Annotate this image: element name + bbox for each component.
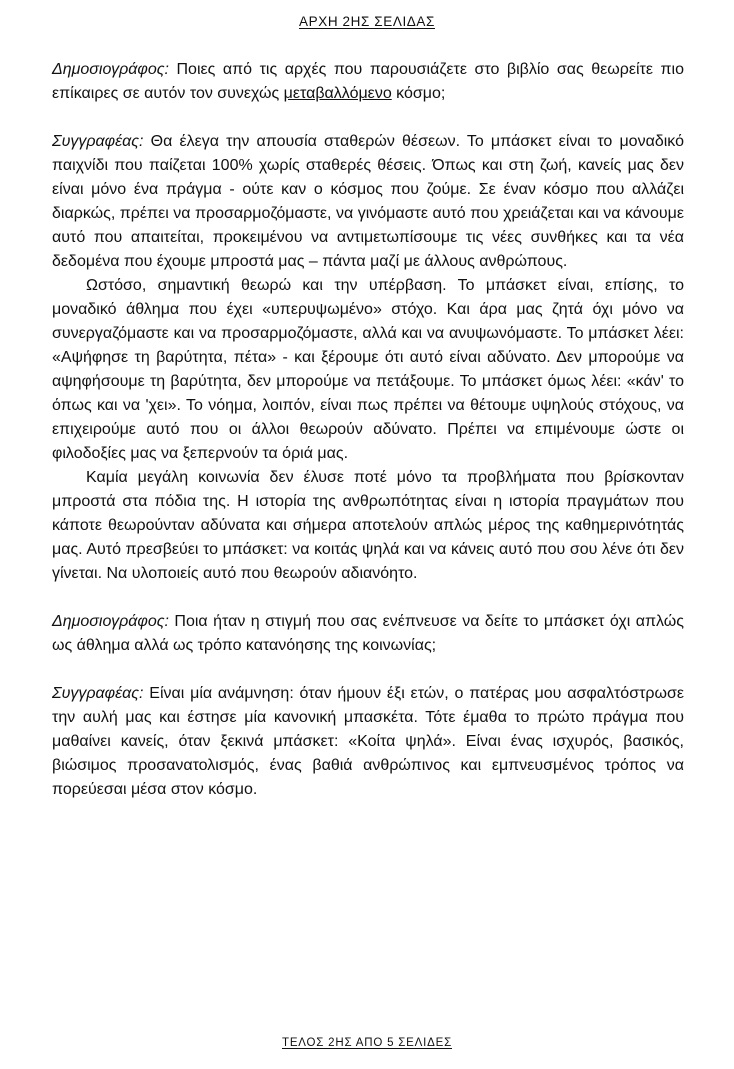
answer-2 — [52, 682, 684, 802]
answer-2-text: Είναι μία ανάμνηση: όταν ήμουν έξι ετών, ο πατέρας μου ασφαλτόστρωσε την αυλή μας και έστησε μία κανονική μπασκέτα. Τότε έμαθα το πρώτο πράγμα που μαθαίνει κανείς, όταν ξεκινά μπάσκετ: «Κοίτα ψηλά». Είναι ένας ισχυρός, βασικός, βιώσιμος προσανατολισμός, ένας βαθιά ανθρώπινος και εμπνευσμένος τρόπος να πορεύεσαι μέσα στον κόσμο. — [52, 685, 684, 798]
speaker-author: Συγγραφέας: — [52, 133, 144, 150]
question-1-text: Ποιες από τις αρχές που παρουσιάζετε στο βιβλίο σας θεωρείτε πιο επίκαιρες σε αυτόν τον συνεχώς — [52, 61, 684, 102]
speaker-journalist: Δημοσιογράφος: — [52, 61, 169, 78]
answer-1-paragraph-1 — [52, 130, 684, 274]
speaker-author: Συγγραφέας: — [52, 685, 144, 702]
question-1 — [52, 58, 684, 106]
question-1-text-end: κόσμο; — [391, 85, 446, 102]
page-header: ΑΡΧΗ 2ΗΣ ΣΕΛΙΔΑΣ — [299, 14, 435, 29]
speaker-journalist: Δημοσιογράφος: — [52, 613, 169, 630]
question-2 — [52, 610, 684, 658]
interview-body — [52, 58, 684, 802]
page-footer: ΤΕΛΟΣ 2ΗΣ ΑΠΟ 5 ΣΕΛΙΔΕΣ — [282, 1037, 452, 1049]
answer-1-text: Θα έλεγα την απουσία σταθερών θέσεων. Το μπάσκετ είναι το μοναδικό παιχνίδι που παίζεται 100% χωρίς σταθερές θέσεις. Όπως και στη ζωή, κανείς μας δεν είναι μόνο ένα πράγμα - ούτε καν ο κόσμος που ζούμε. Σε έναν κόσμο που αλλάζει διαρκώς, πρέπει να προσαρμοζόμαστε, να γινόμαστε αυτό που χρειάζεται και να κάνουμε αυτό που απαιτείται, προκειμένου να αντιμετωπίσουμε τις νέες συνθήκες και τα νέα δεδομένα που έχουμε μπροστά μας – πάντα μαζί με άλλους ανθρώπους. — [52, 133, 684, 270]
answer-1-paragraph-3: Καμία μεγάλη κοινωνία δεν έλυσε ποτέ μόνο τα προβλήματα που βρίσκονταν μπροστά στα πόδια της. Η ιστορία της ανθρωπότητας είναι η ιστορία πραγμάτων που κάποτε θεωρούνταν αδύνατα και σήμερα αποτελούν απλώς μέρος της καθημερινότητάς μας. Αυτό πρεσβεύει το μπάσκετ: να κοιτάς ψηλά και να κάνεις αυτό που σου λένε ότι δεν γίνεται. Να υλοποιείς αυτό που θεωρούν αδιανόητο. — [52, 469, 684, 582]
underlined-word: μεταβαλλόμενο — [283, 85, 392, 102]
question-2-text: Ποια ήταν η στιγμή που σας ενέπνευσε να δείτε το μπάσκετ όχι απλώς ως άθλημα αλλά ως τρόπο κατανόησης της κοινωνίας; — [52, 613, 684, 654]
answer-1-paragraph-2: Ωστόσο, σημαντική θεωρώ και την υπέρβαση. Το μπάσκετ είναι, επίσης, το μοναδικό άθλημα που έχει «υπερυψωμένο» στόχο. Και άρα μας ζητά όχι μόνο να συνεργαζόμαστε και να προσαρμοζόμαστε, αλλά και να ανυψωνόμαστε. Το μπάσκετ λέει: «Αψήφησε τη βαρύτητα, πέτα» - και ξέρουμε ότι αυτό είναι αδύνατο. Δεν μπορούμε να αψηφήσουμε τη βαρύτητα, δεν μπορούμε να πετάξουμε. Το μπάσκετ όμως λέει: «κάν' το όπως και να 'χει». Το νόημα, λοιπόν, είναι πως πρέπει να θέτουμε υψηλούς στόχους, να επιχειρούμε αυτό που οι άλλοι θεωρούν αδύνατο. Πρέπει να επιμένουμε ώστε οι φιλοδοξίες μας να ξεπερνούν τα όριά μας. — [52, 277, 684, 462]
